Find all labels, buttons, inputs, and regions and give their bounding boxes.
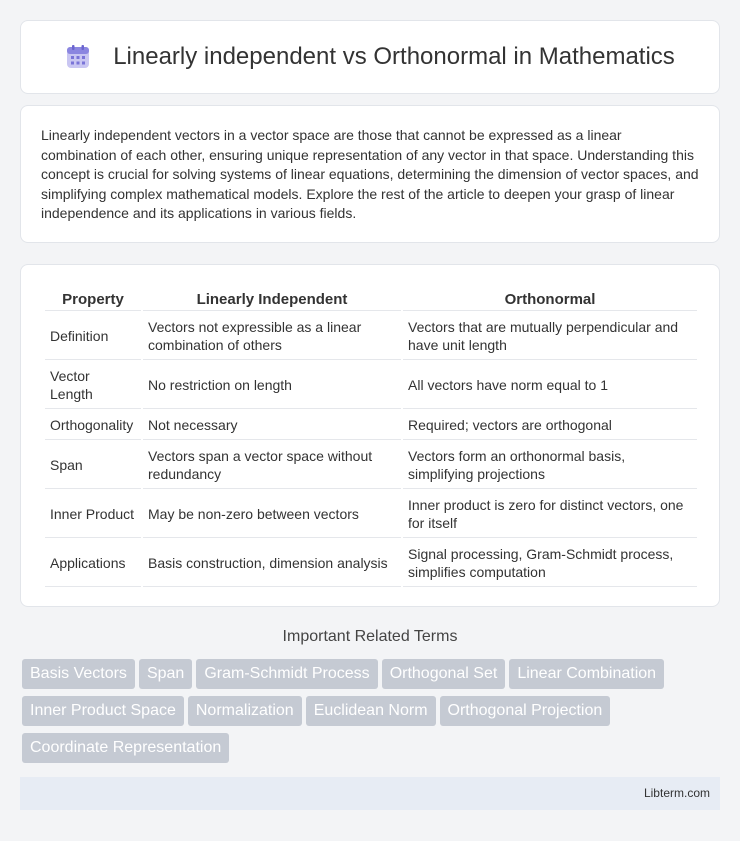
- table-header-row: [45, 289, 697, 311]
- tag-orthogonal-set[interactable]: Orthogonal Set: [382, 659, 506, 689]
- header-linearly-independent: Linearly Independent: [143, 289, 401, 311]
- table-cell: Definition: [45, 313, 141, 360]
- tag-gram-schmidt-process[interactable]: Gram-Schmidt Process: [196, 659, 377, 689]
- table-cell: May be non-zero between vectors: [143, 491, 401, 538]
- table-cell: Vector Length: [45, 362, 141, 409]
- table-cell: Not necessary: [143, 411, 401, 440]
- header-property: Property: [45, 289, 141, 311]
- table-row: [45, 491, 697, 538]
- table-row: [45, 442, 697, 489]
- table-cell: Vectors that are mutually perpendicular and have unit length: [403, 313, 697, 360]
- table-cell: Vectors span a vector space without redundancy: [143, 442, 401, 489]
- table-cell: All vectors have norm equal to 1: [403, 362, 697, 409]
- intro-card: [20, 105, 720, 243]
- table-cell: No restriction on length: [143, 362, 401, 409]
- header-card: [20, 20, 720, 94]
- table-row: [45, 540, 697, 587]
- table-cell: Vectors not expressible as a linear combination of others: [143, 313, 401, 360]
- table-cell: Applications: [45, 540, 141, 587]
- calendar-icon: [65, 44, 91, 70]
- table-cell: Inner product is zero for distinct vectors, one for itself: [403, 491, 697, 538]
- tag-coordinate-representation[interactable]: Coordinate Representation: [22, 733, 229, 763]
- related-terms-list: [22, 659, 722, 770]
- tag-basis-vectors[interactable]: Basis Vectors: [22, 659, 135, 689]
- intro-text: Linearly independent vectors in a vector space are those that cannot be expressed as a linear combination of each other, ensuring unique representation of any vector in that space. Understanding this concept is crucial for solving systems of linear equations, determining the dimension of vector spaces, and simplifying complex mathematical models. Explore the rest of the article to deepen your grasp of linear independence and its applications in various fields.: [41, 127, 699, 221]
- page-title: Linearly independent vs Orthonormal in Mathematics: [113, 43, 675, 70]
- tag-inner-product-space[interactable]: Inner Product Space: [22, 696, 184, 726]
- tag-orthogonal-projection[interactable]: Orthogonal Projection: [440, 696, 611, 726]
- comparison-card: [20, 264, 720, 607]
- related-terms-title: Important Related Terms: [282, 628, 458, 645]
- comparison-table: [43, 287, 699, 589]
- table-row: [45, 411, 697, 440]
- table-cell: Required; vectors are orthogonal: [403, 411, 697, 440]
- footer-site-link[interactable]: Libterm.com: [643, 786, 710, 800]
- tag-linear-combination[interactable]: Linear Combination: [509, 659, 664, 689]
- table-row: [45, 313, 697, 360]
- header-orthonormal: Orthonormal: [403, 289, 697, 311]
- table-row: [45, 362, 697, 409]
- tag-euclidean-norm[interactable]: Euclidean Norm: [306, 696, 436, 726]
- footer: [20, 777, 720, 810]
- table-cell: Inner Product: [45, 491, 141, 538]
- table-cell: Signal processing, Gram-Schmidt process, simplifies computation: [403, 540, 697, 587]
- table-cell: Vectors form an orthonormal basis, simplifying projections: [403, 442, 697, 489]
- table-cell: Span: [45, 442, 141, 489]
- table-cell: Basis construction, dimension analysis: [143, 540, 401, 587]
- tag-normalization[interactable]: Normalization: [188, 696, 302, 726]
- table-cell: Orthogonality: [45, 411, 141, 440]
- tag-span[interactable]: Span: [139, 659, 192, 689]
